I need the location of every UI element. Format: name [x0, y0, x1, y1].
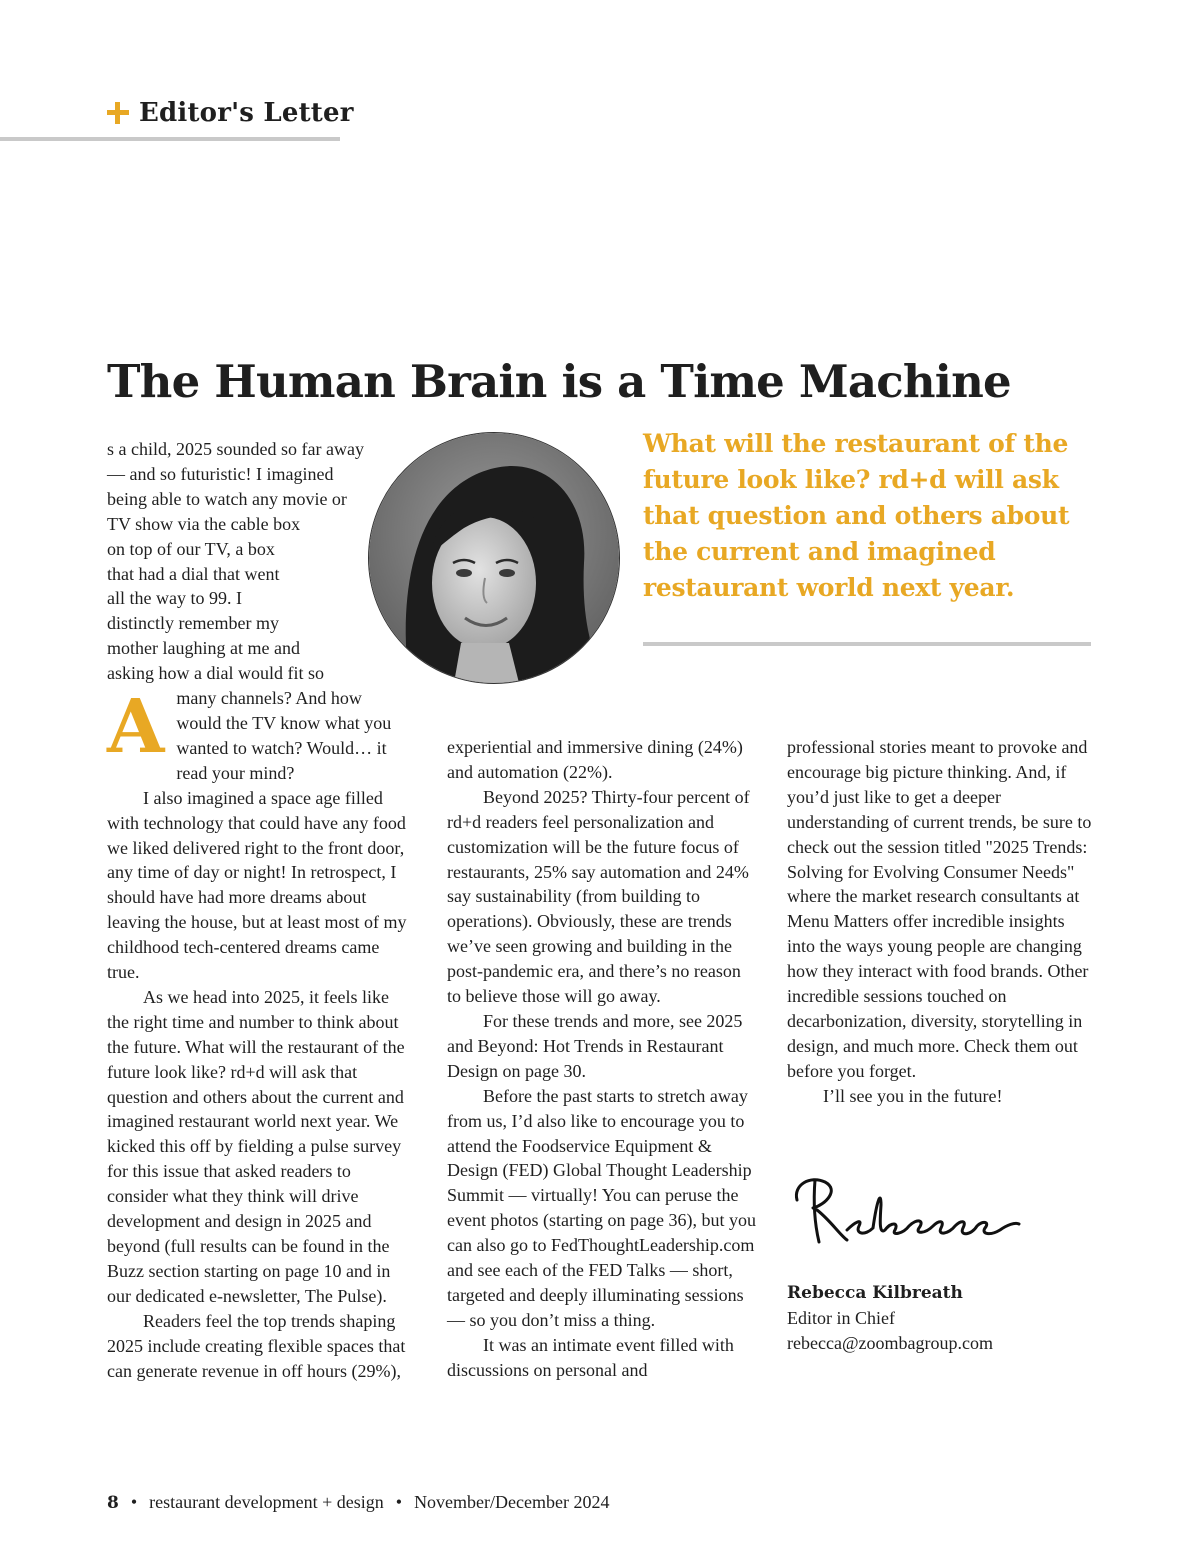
paragraph: A s a child, 2025 sounded so far away — and so futuristic! I imagined being able to watch any movie or TV show via the cable box on top of our TV, a box that had a dial that went all the way to 99. I distinctly remember my mother laughing at me and asking how a dial would fit so many channels? And how would the TV know what you wanted to watch? Would… it read your mind?	[107, 439, 392, 783]
paragraph: Before the past starts to stretch away from us, I’d also like to encourage you to attend the Foodservice Equipment & Design (FED) Global Thought Leadership Summit — virtually! You can peruse the event photos (starting on page 36), but you can also go to FedThoughtLeadership.com and see each of the FED Talks — short, targeted and deeply illuminating sessions — so you don’t miss a thing.	[447, 1085, 756, 1330]
paragraph: Beyond 2025? Thirty-four percent of rd+d readers feel personalization and customization will be the future focus of restaurants, 25% say automation and 24% say sustainability (from building to operations). Obviously, these are trends we’ve seen growing and building in the post-pandemic era, and there’s no reason to believe those will go away.	[447, 786, 750, 1007]
paragraph: As we head into 2025, it feels like the right time and number to think about the future. What will the restaurant of the future look like? rd+d will ask that question and others about the current and imagined restaurant world next year. We kicked this off by fielding a pulse survey for this issue that asked readers to consider what they think will drive development and design in 2025 and beyond (full results can be found in the Buzz section starting on page 10 and in our dedicated e-newsletter, The Pulse).	[107, 986, 405, 1306]
drop-cap: A	[107, 683, 165, 770]
issue-date: November/December 2024	[414, 1492, 610, 1512]
paragraph: professional stories meant to provoke and encourage big picture thinking. And, if you’d just like to get a deeper understanding of current trends, be sure to check out the session titled "2025 Trends: Solving for Evolving Consumer Needs" where the market research consultants at Menu Matters offer incredible insights into the ways young people are changing how they interact with food brands. Other incredible sessions touched on decarbonization, diversity, storytelling in design, and much more. Check them out before you forget.	[787, 737, 1092, 1081]
footer-bullet: •	[130, 1492, 138, 1512]
page-number: 8	[107, 1492, 119, 1513]
author-name: Rebecca Kilbreath	[787, 1283, 963, 1303]
article-column-3	[787, 735, 1097, 1109]
paragraph: Readers feel the top trends shaping 2025 include creating flexible spaces that can generate revenue in off hours (29%),	[107, 1310, 406, 1381]
handwritten-signature	[785, 1160, 1025, 1260]
article-column-1	[107, 437, 412, 1383]
article-column-2	[447, 735, 757, 1383]
paragraph: I also imagined a space age filled with technology that could have any food we liked delivered right to the front door, any time of day or night! In retrospect, I should have had more dreams about leaving the house, but at least most of my childhood tech-centered dreams came true.	[107, 787, 407, 983]
author-email: rebecca@zoombagroup.com	[787, 1333, 993, 1353]
paragraph: For these trends and more, see 2025 and Beyond: Hot Trends in Restaurant Design on page 30.	[447, 1010, 743, 1081]
pull-quote: What will the restaurant of the future look like? rd+d will ask that question and others about the current and imagined restaurant world next year.	[643, 429, 1070, 602]
paragraph: experiential and immersive dining (24%) and automation (22%).	[447, 737, 743, 782]
section-header	[107, 98, 354, 128]
pull-quote-divider	[643, 642, 1091, 646]
section-divider	[0, 137, 340, 141]
section-title: Editor's Letter	[139, 98, 354, 128]
page-footer	[107, 1492, 610, 1513]
footer-bullet: •	[395, 1492, 403, 1512]
plus-icon	[107, 102, 129, 124]
publication-name: restaurant development + design	[149, 1492, 384, 1512]
paragraph: I’ll see you in the future!	[823, 1085, 1003, 1106]
article-headline: The Human Brain is a Time Machine	[107, 355, 1011, 408]
paragraph: It was an intimate event filled with discussions on personal and	[447, 1334, 734, 1380]
author-title: Editor in Chief	[787, 1308, 895, 1328]
